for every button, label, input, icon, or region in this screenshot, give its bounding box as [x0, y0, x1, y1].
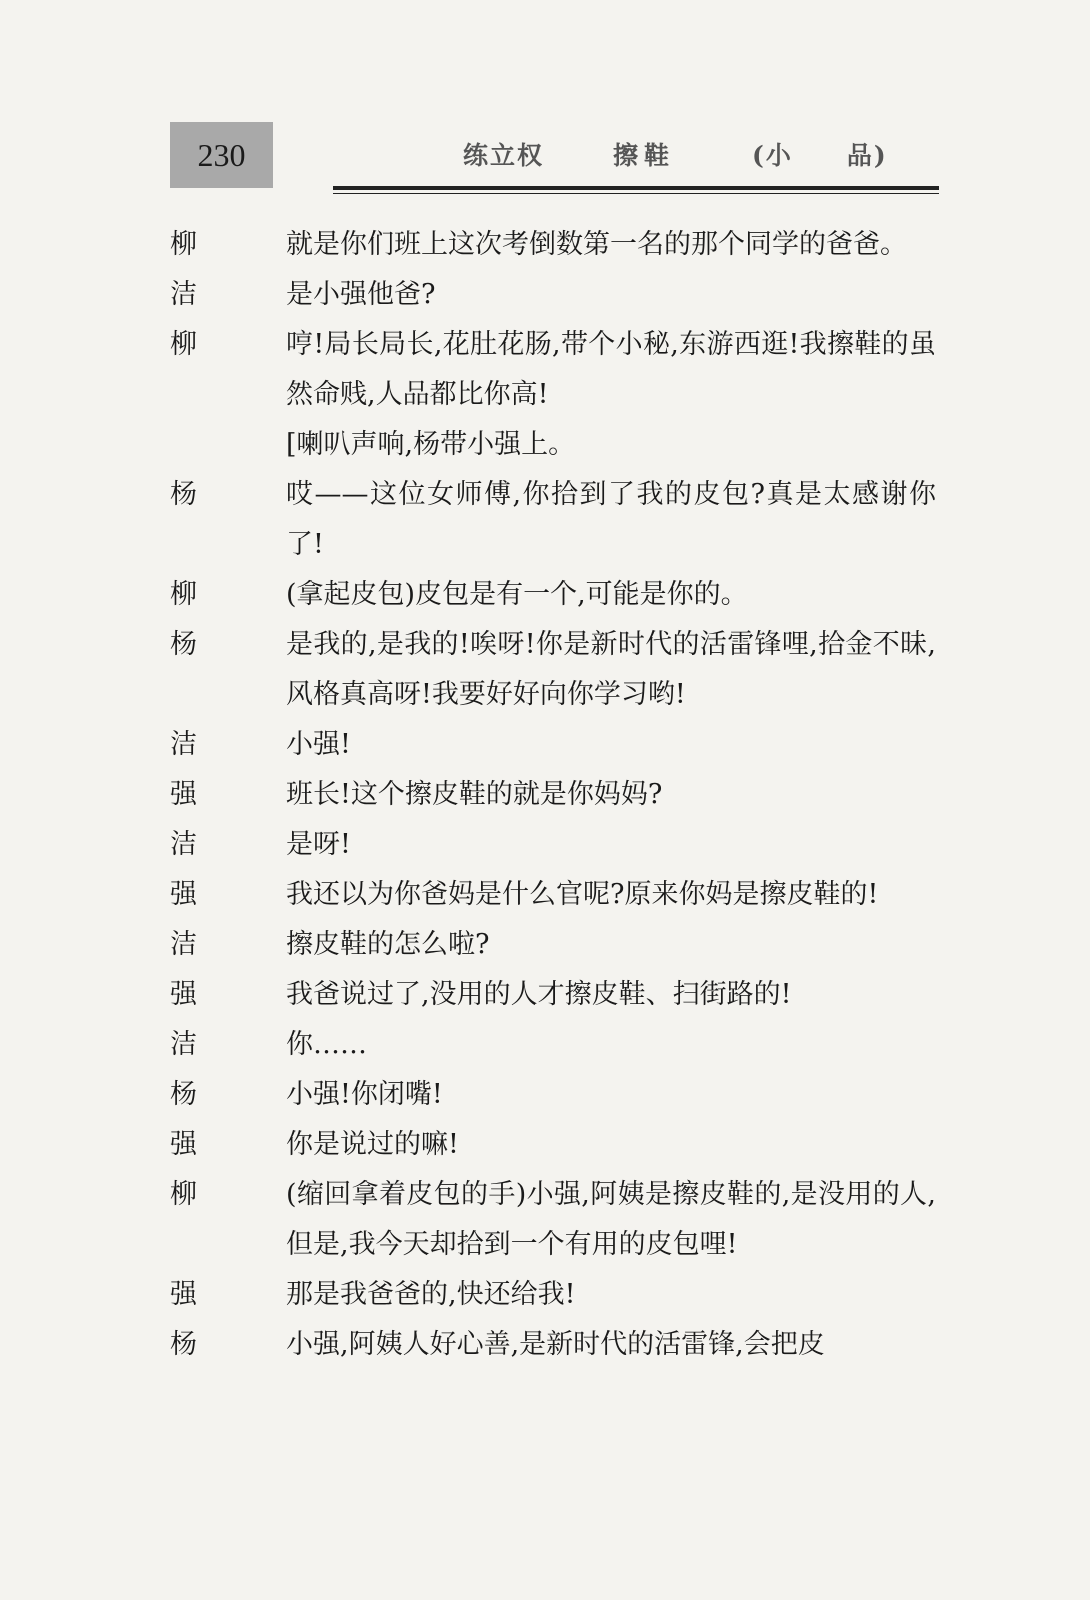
- speaker-name: 强: [170, 1129, 197, 1160]
- speaker-name: 强: [170, 779, 197, 810]
- stage-direction-text: [喇叭声响,杨带小强上。: [286, 429, 576, 460]
- speaker-name: 杨: [170, 479, 197, 510]
- page-number: 230: [197, 136, 246, 173]
- running-head: [455, 136, 940, 176]
- dialogue-text: 擦皮鞋的怎么啦?: [286, 929, 490, 960]
- speaker-name: 洁: [170, 1029, 197, 1060]
- speaker-name: 洁: [170, 929, 197, 960]
- dialogue-line: [0, 770, 1090, 820]
- dialogue-line: [0, 1120, 1090, 1170]
- stage-direction: [0, 420, 1090, 470]
- dialogue-text: (拿起皮包)皮包是有一个,可能是你的。: [286, 579, 748, 610]
- dialogue-text: 你是说过的嘛!: [286, 1129, 459, 1160]
- dialogue-text: 你……: [286, 1029, 367, 1060]
- dialogue-text: 是小强他爸?: [286, 279, 436, 310]
- dialogue-text: 就是你们班上这次考倒数第一名的那个同学的爸爸。: [286, 229, 907, 260]
- dialogue-line: [0, 620, 1090, 720]
- dialogue-line: [0, 720, 1090, 770]
- speaker-name: 柳: [170, 229, 197, 260]
- dialogue-text: 那是我爸爸的,快还给我!: [286, 1279, 576, 1310]
- running-head-author: 练立权: [463, 141, 545, 170]
- dialogue-line: [0, 970, 1090, 1020]
- dialogue-line: [0, 470, 1090, 570]
- dialogue-text: 班长!这个擦皮鞋的就是你妈妈?: [286, 779, 663, 810]
- speaker-name: 洁: [170, 279, 197, 310]
- dialogue-text: 我还以为你爸妈是什么官呢?原来你妈是擦皮鞋的!: [286, 879, 879, 910]
- dialogue-text: 我爸说过了,没用的人才擦皮鞋、扫街路的!: [286, 979, 792, 1010]
- dialogue-text: 小强!你闭嘴!: [286, 1079, 443, 1110]
- dialogue-line: [0, 1020, 1090, 1070]
- dialogue-line: [0, 1070, 1090, 1120]
- running-head-genre: (小 品): [752, 141, 888, 170]
- speaker-name: 强: [170, 979, 197, 1010]
- speaker-name: 强: [170, 1279, 197, 1310]
- script-body: [0, 220, 1090, 1370]
- speaker-name: 洁: [170, 729, 197, 760]
- speaker-name: 洁: [170, 829, 197, 860]
- dialogue-text: (缩回拿着皮包的手)小强,阿姨是擦皮鞋的,是没用的人,但是,我今天却拾到一个有用的皮包哩!: [286, 1179, 936, 1260]
- speaker-name: 杨: [170, 1079, 197, 1110]
- dialogue-line: [0, 270, 1090, 320]
- page-number-box: [170, 122, 273, 188]
- running-head-title: 擦鞋: [613, 141, 676, 170]
- dialogue-line: [0, 870, 1090, 920]
- dialogue-line: [0, 320, 1090, 420]
- dialogue-line: [0, 570, 1090, 620]
- dialogue-line: [0, 1320, 1090, 1370]
- header-rule-thin: [333, 193, 939, 194]
- dialogue-line: [0, 1270, 1090, 1320]
- dialogue-line: [0, 820, 1090, 870]
- dialogue-text: 小强,阿姨人好心善,是新时代的活雷锋,会把皮: [286, 1329, 825, 1360]
- header-rule-thick: [333, 186, 939, 190]
- speaker-name: 柳: [170, 579, 197, 610]
- dialogue-text: 哎——这位女师傅,你拾到了我的皮包?真是太感谢你了!: [286, 479, 936, 560]
- dialogue-text: 是呀!: [286, 829, 351, 860]
- speaker-name: 柳: [170, 329, 197, 360]
- dialogue-line: [0, 920, 1090, 970]
- dialogue-line: [0, 220, 1090, 270]
- dialogue-line: [0, 1170, 1090, 1270]
- speaker-name: 柳: [170, 1179, 197, 1210]
- speaker-name: 强: [170, 879, 197, 910]
- dialogue-text: 哼!局长局长,花肚花肠,带个小秘,东游西逛!我擦鞋的虽然命贱,人品都比你高!: [286, 329, 936, 410]
- dialogue-text: 是我的,是我的!唉呀!你是新时代的活雷锋哩,拾金不昧,风格真高呀!我要好好向你学习哟!: [286, 629, 936, 710]
- dialogue-text: 小强!: [286, 729, 351, 760]
- speaker-name: 杨: [170, 1329, 197, 1360]
- speaker-name: 杨: [170, 629, 197, 660]
